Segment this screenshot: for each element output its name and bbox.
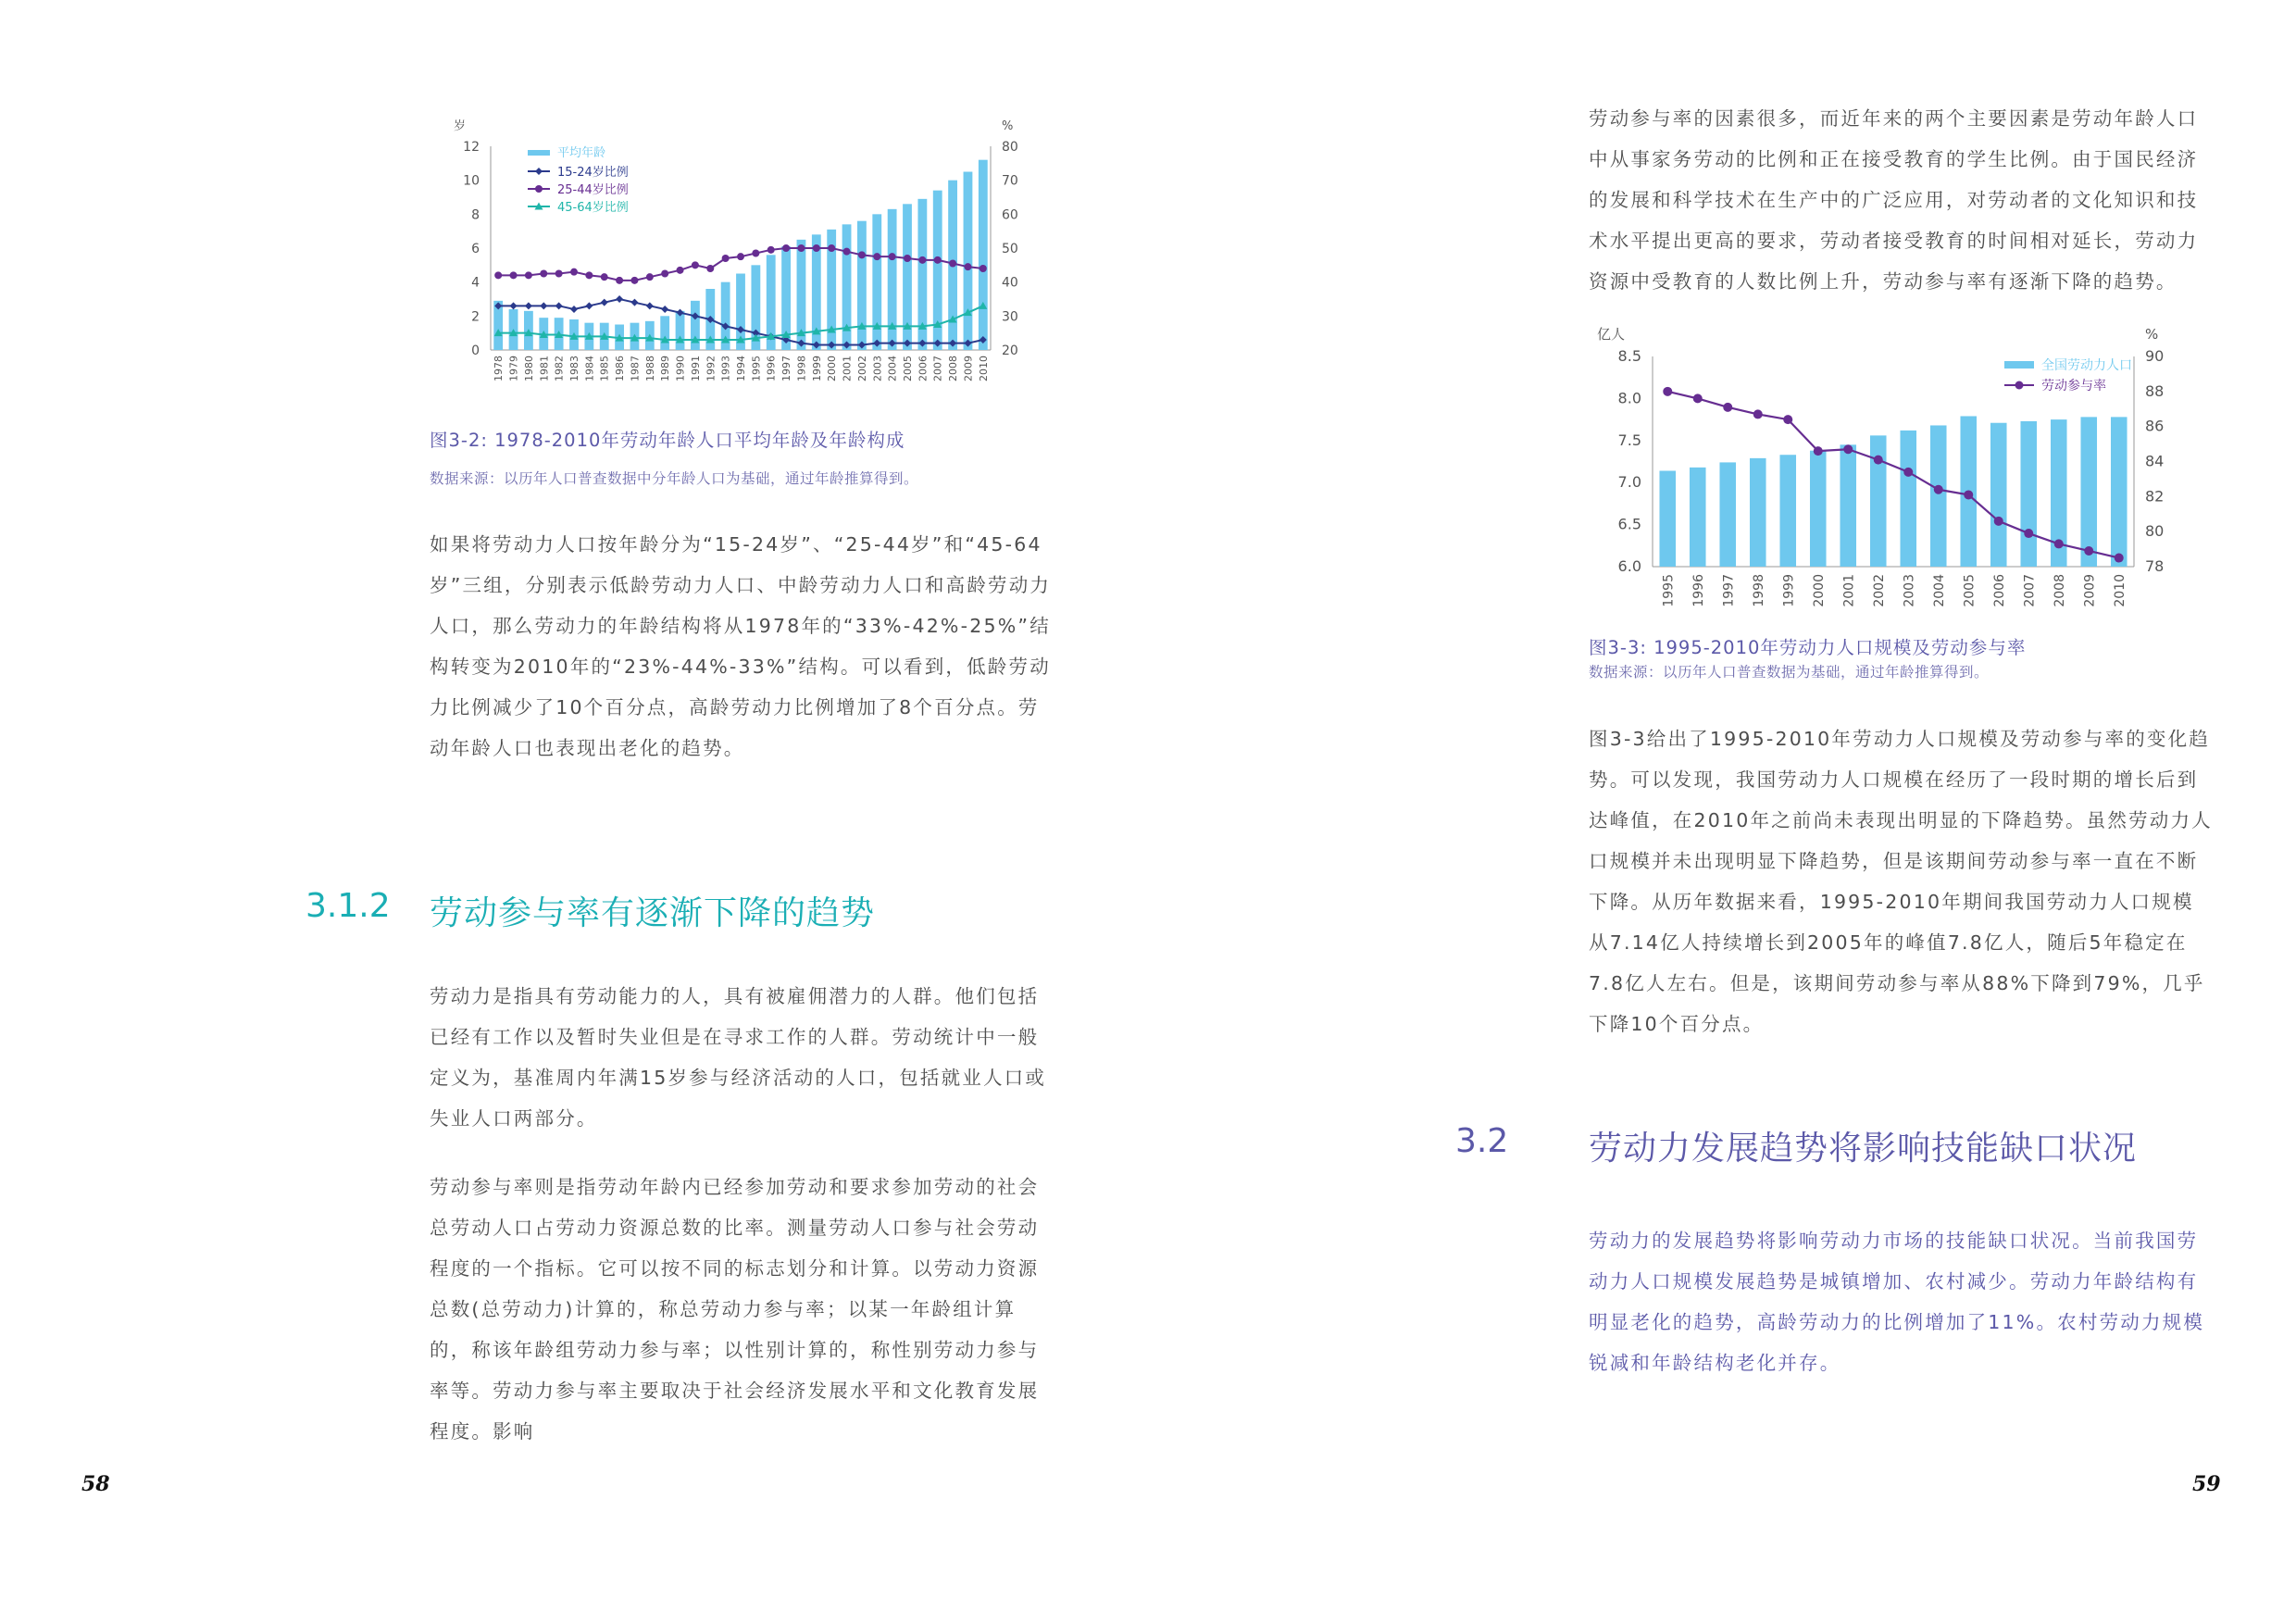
y-right-tick-label: 88 [2145,381,2165,400]
legend-label: 平均年龄 [557,146,606,160]
y-right-unit: % [1002,119,1014,133]
data-point [767,246,775,254]
x-tick-label: 1992 [705,356,718,381]
legend-marker [535,168,543,175]
y-left-tick-label: 12 [463,140,480,155]
page-number: 59 [2192,1472,2221,1496]
legend-label: 25-44岁比例 [557,183,629,197]
x-tick-label: 2007 [931,356,944,381]
x-tick-label: 1991 [689,356,702,381]
y-left-tick-label: 6 [471,242,480,256]
y-right-unit: % [2145,326,2159,343]
data-point [752,250,759,257]
data-point [570,269,578,276]
data-point [570,306,578,313]
y-right-tick-label: 84 [2145,452,2165,470]
bar-labor-force [1779,455,1796,567]
paragraph-text: 劳动参与率的因素很多，而近年来的两个主要因素是劳动年龄人口中从事家务劳动的比例和正在接受教育的学生比例。由于国民经济的发展和科学技术在生产中的广泛应用，对劳动者的文化知识和技术水平提出更高的要求，劳动者接受教育的时间相对延长，劳动力资源中受教育的人数比例上升，劳动参与率有逐渐下降的趋势。 [1589,107,2199,293]
paragraph-text: 劳动参与率则是指劳动年龄内已经参加劳动和要求参加劳动的社会总劳动人口占劳动力资源总数的比率。测量劳动人口参与社会劳动程度的一个指标。它可以按不同的标志划分和计算。以劳动力资源总数(总劳动力)计算的，称总劳动力参与率；以某一年龄组计算的，称该年龄组劳动力参与率；以性别计算的，称性别劳动力参与率等。劳动力参与率主要取决于社会经济发展水平和文化教育发展程度。影响 [430,1176,1040,1443]
left-paragraph-1 [430,524,1055,796]
data-point [540,270,547,278]
data-point [858,251,866,258]
data-point [828,244,835,252]
paragraph-text: 劳动力是指具有劳动能力的人，具有被雇佣潜力的人群。他们包括已经有工作以及暂时失业但是在寻求工作的人群。劳动统计中一般定义为，基准周内年满15岁参与经济活动的人口，包括就业人口或失业人口两部分。 [430,985,1047,1130]
data-point [525,271,532,279]
figure-caption-3-2: 图3-2: 1978-2010年劳动年龄人口平均年龄及年龄构成 [430,430,905,451]
y-right-tick-label: 30 [1002,309,1018,325]
bar-labor-force [1690,468,1706,567]
x-tick-label: 1996 [765,356,778,381]
x-tick-label: 1985 [598,356,611,381]
data-point [1753,409,1763,418]
x-tick-label: 1997 [1721,574,1737,607]
right-paragraph-3 [1589,1220,2215,1411]
chart-labor-force-and-participation [1588,324,2176,620]
data-point [510,271,518,279]
data-point [601,273,608,281]
data-point [555,302,563,309]
data-point [555,270,563,278]
x-tick-label: 2005 [902,356,914,381]
y-right-tick-label: 78 [2145,557,2165,575]
bar-average-age [872,214,881,350]
data-point [873,253,880,260]
data-point [934,256,942,264]
x-tick-label: 2008 [2052,574,2067,607]
x-tick-label: 1999 [810,356,823,381]
x-tick-label: 2004 [1931,574,1947,607]
y-right-tick-label: 20 [1002,344,1018,358]
data-point [630,277,638,284]
data-point [797,244,805,252]
x-tick-label: 1995 [1661,574,1677,607]
data-point [661,270,668,278]
data-point [1874,456,1883,465]
y-left-unit: 亿人 [1597,326,1626,343]
y-left-tick-label: 6.0 [1617,557,1641,575]
y-left-tick-label: 7.0 [1617,473,1641,492]
data-point [616,295,623,303]
y-left-unit: 岁 [454,119,467,133]
data-point [782,244,790,252]
data-point [692,261,699,269]
x-tick-label: 1994 [735,356,747,381]
bar-average-age [660,316,669,350]
x-tick-label: 2000 [826,356,839,381]
data-point [646,273,654,281]
x-tick-label: 1998 [1751,574,1766,607]
paragraph-text: 劳动力的发展趋势将影响劳动力市场的技能缺口状况。当前我国劳动力人口规模发展趋势是城镇增加、农村减少。劳动力年龄结构有明显老化的趋势，高龄劳动力的比例增加了11%。农村劳动力规模锐减和年龄结构老化并存。 [1589,1230,2205,1374]
legend-swatch-bar [528,150,550,156]
chart-labor-age-structure [444,109,1037,401]
data-point [616,277,623,284]
y-right-tick-label: 82 [2145,487,2165,506]
right-paragraph-1 [1589,98,2215,330]
legend-label: 劳动参与率 [2041,379,2106,394]
data-point [2024,529,2033,538]
x-tick-label: 1981 [538,356,551,381]
x-tick-label: 1998 [795,356,808,381]
y-left-tick-label: 8 [471,207,480,223]
figure-source-3-2: 数据来源：以历年人口普查数据中分年龄人口为基础，通过年龄推算得到。 [430,470,919,487]
x-tick-label: 2001 [1841,574,1857,607]
data-point [494,271,502,279]
data-point [722,255,730,262]
data-point [2115,554,2124,563]
x-tick-label: 2003 [871,356,884,381]
y-right-tick-label: 86 [2145,417,2165,435]
bar-labor-force [2020,421,2037,567]
x-tick-label: 1979 [507,356,520,381]
x-tick-label: 1990 [674,356,687,381]
data-point [706,265,714,272]
data-point [1723,403,1732,412]
section-title: 劳动参与率有逐渐下降的趋势 [430,894,876,932]
y-right-tick-label: 80 [2145,522,2165,541]
x-tick-label: 1999 [1781,574,1797,607]
x-tick-label: 2002 [855,356,868,381]
x-tick-label: 1984 [583,356,596,381]
paragraph-text: 如果将劳动力人口按年龄分为“15-24岁”、“25-44岁”和“45-64岁”三组，分别表示低龄劳动力人口、中龄劳动力人口和高龄劳动力人口，那么劳动力的年龄结构将从1978年的“33%-42%-25%”结构转变为2010年的“23%-44%-33%”结构。可以看到，低龄劳动力比例减少了10个百分点，高龄劳动力比例增加了8个百分点。劳动年龄人口也表现出老化的趋势。 [430,533,1052,759]
y-left-tick-label: 10 [463,173,480,189]
x-tick-label: 1997 [780,356,793,381]
data-point [1843,444,1853,454]
y-right-tick-label: 40 [1002,275,1018,291]
bar-average-age [857,221,867,350]
x-tick-label: 2010 [977,356,990,381]
data-point [1693,394,1703,403]
data-point [904,255,911,262]
legend-label: 全国劳动力人口 [2041,358,2132,373]
data-point [2054,539,2064,548]
y-left-tick-label: 8.0 [1617,389,1641,407]
x-tick-label: 1987 [629,356,642,381]
x-tick-label: 2008 [947,356,960,381]
x-tick-label: 1982 [553,356,566,381]
data-point [918,256,926,264]
bar-labor-force [1659,470,1676,567]
x-tick-label: 2009 [962,356,975,381]
paragraph-text: 图3-3给出了1995-2010年劳动力人口规模及劳动参与率的变化趋势。可以发现，我国劳动力人口规模在经历了一段时期的增长后到达峰值，在2010年之前尚未表现出明显的下降趋势。虽然劳动力人口规模并未出现明显下降趋势，但是该期间劳动参与率一直在不断下降。从历年数据来看，1995-2010年期间我国劳动力人口规模从7.14亿人持续增长到2005年的峰值7.8亿人，随后5年稳定在7.8亿人左右。但是，该期间劳动参与率从88%下降到79%，几乎下降10个百分点。 [1589,728,2213,1035]
bar-average-age [676,311,685,350]
data-point [1814,446,1823,456]
data-point [1994,517,2003,526]
bar-labor-force [1930,425,1947,567]
data-point [601,299,608,306]
x-tick-label: 1988 [643,356,656,381]
data-point [1663,387,1672,396]
x-tick-label: 1989 [659,356,672,381]
section-title: 劳动力发展趋势将影响技能缺口状况 [1589,1130,2138,1168]
bar-labor-force [1990,423,2007,567]
data-point [525,302,532,309]
data-point [813,244,820,252]
data-point [1934,485,1943,494]
bar-labor-force [1900,431,1916,567]
page-number: 58 [81,1472,110,1496]
y-left-tick-label: 6.5 [1617,515,1641,533]
x-tick-label: 1993 [719,356,732,381]
data-point [677,267,684,274]
data-point [737,253,744,260]
x-tick-label: 2009 [2082,574,2098,607]
x-tick-label: 2006 [917,356,930,381]
data-point [510,302,518,309]
data-point [889,253,896,260]
section-number: 3.1.2 [306,887,391,925]
x-tick-label: 1995 [750,356,763,381]
data-point [1964,490,1973,499]
bar-labor-force [2080,417,2097,567]
left-paragraph-2 [430,976,1055,1480]
y-left-tick-label: 0 [471,344,480,358]
data-point [980,265,987,272]
x-tick-label: 1986 [614,356,627,381]
x-tick-label: 2000 [1811,574,1827,607]
x-tick-label: 2001 [841,356,854,381]
right-paragraph-2 [1589,718,2215,1072]
data-point [1903,468,1913,477]
figure-source-3-3: 数据来源：以历年人口普查数据为基础，通过年龄推算得到。 [1589,664,1990,681]
bar-labor-force [1810,451,1827,567]
data-point [630,299,638,306]
bar-labor-force [1719,462,1736,567]
x-tick-label: 1983 [568,356,580,381]
y-right-tick-label: 50 [1002,242,1018,256]
y-left-tick-label: 2 [471,309,480,325]
bar-labor-force [1840,444,1856,567]
x-tick-label: 1996 [1691,574,1706,607]
bar-average-age [979,160,988,350]
x-tick-label: 2005 [1962,574,1978,607]
data-point [540,302,547,309]
x-tick-label: 1978 [493,356,505,381]
y-right-tick-label: 90 [2145,347,2165,365]
y-right-tick-label: 70 [1002,173,1018,189]
legend-marker [2015,381,2024,390]
figure-caption-3-3: 图3-3: 1995-2010年劳动力人口规模及劳动参与率 [1589,637,2027,658]
bar-average-age [964,172,973,351]
x-tick-label: 2006 [1991,574,2007,607]
data-point [949,260,956,268]
data-point [585,271,593,279]
y-right-tick-label: 60 [1002,207,1018,223]
x-tick-label: 2007 [2022,574,2038,607]
legend-swatch-bar [2004,361,2034,369]
x-tick-label: 1980 [522,356,535,381]
data-point [2084,546,2093,556]
legend-label: 45-64岁比例 [557,201,629,215]
x-tick-label: 2010 [2112,574,2128,607]
legend-label: 15-24岁比例 [557,166,629,180]
x-tick-label: 2002 [1871,574,1887,607]
y-left-tick-label: 7.5 [1617,431,1641,449]
data-point [661,306,668,313]
y-left-tick-label: 4 [471,275,480,291]
data-point [964,263,971,270]
x-tick-label: 2003 [1902,574,1917,607]
data-point [585,302,593,309]
y-left-tick-label: 8.5 [1617,347,1641,365]
data-point [843,248,851,256]
bar-labor-force [1870,435,1887,567]
section-number: 3.2 [1455,1122,1509,1160]
bar-labor-force [2111,417,2128,567]
data-point [1783,415,1792,424]
bar-labor-force [1750,458,1766,567]
legend-marker [535,185,543,193]
x-tick-label: 2004 [886,356,899,381]
data-point [646,302,654,309]
y-right-tick-label: 80 [1002,140,1018,155]
